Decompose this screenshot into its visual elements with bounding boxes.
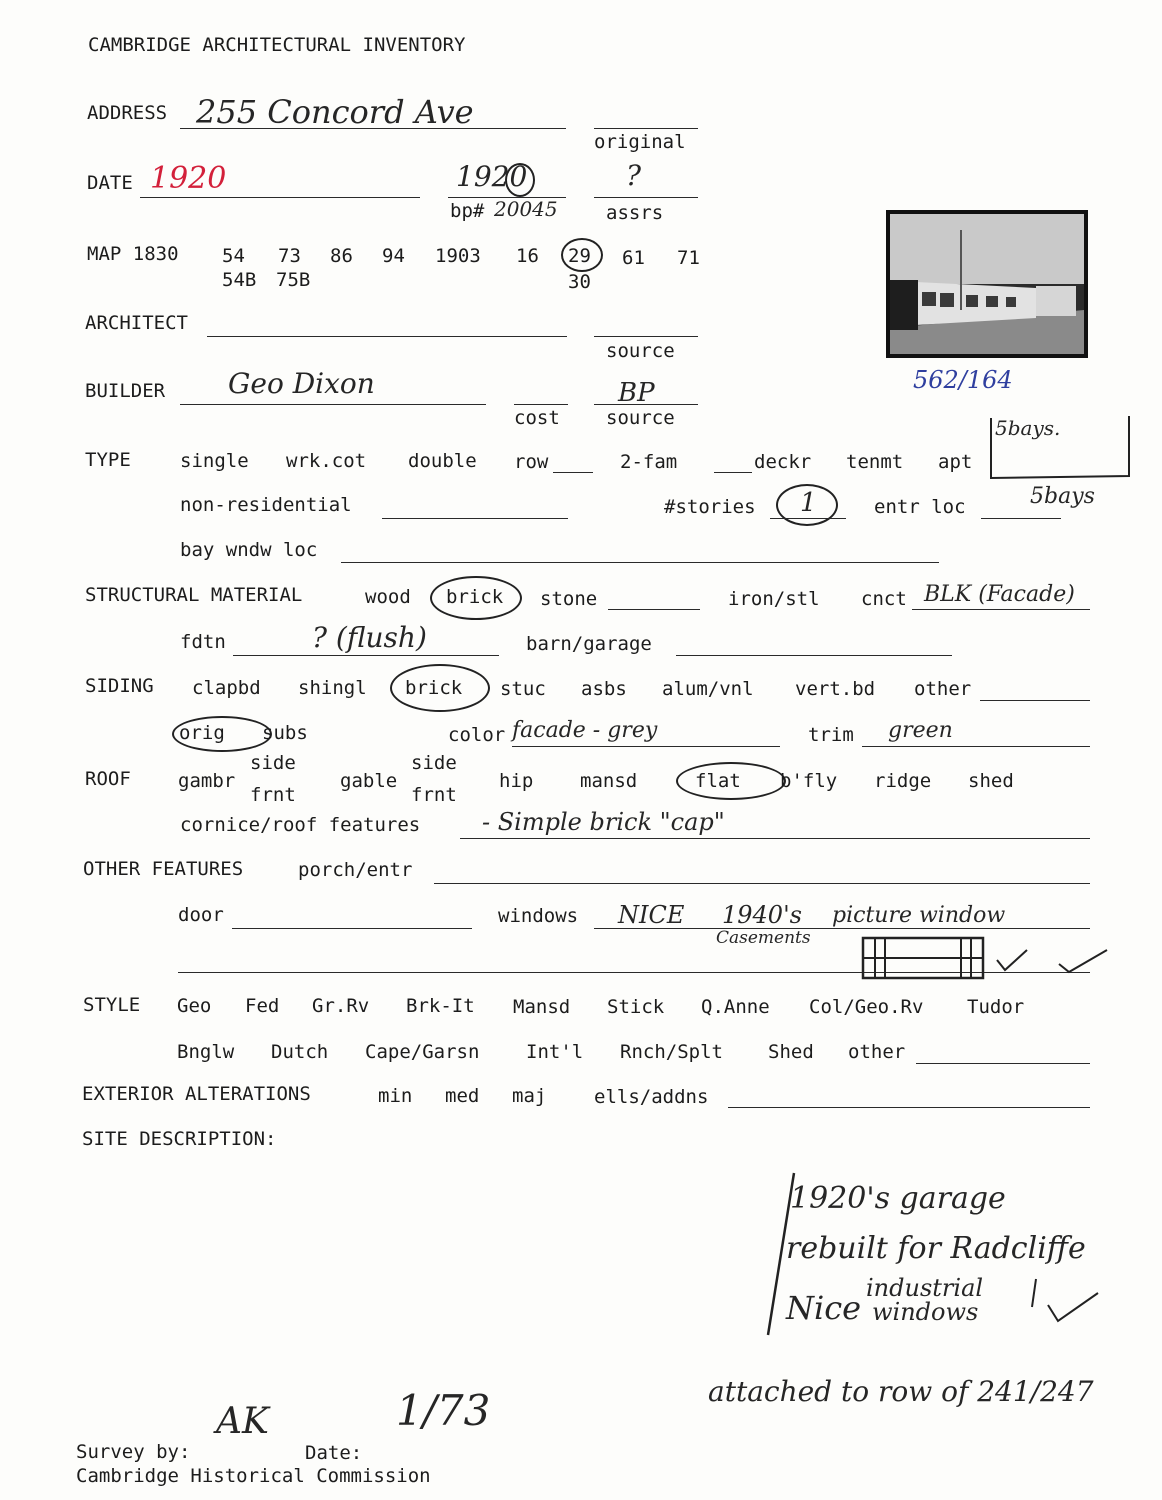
cnct-line (912, 609, 1090, 610)
builder-value: Geo Dixon (228, 367, 375, 400)
architect-source-line (594, 336, 698, 337)
date-original-value: 1920 (456, 160, 528, 193)
architect-label: ARCHITECT (85, 312, 188, 334)
style-dutch: Dutch (271, 1041, 329, 1063)
alteration-maj: maj (512, 1085, 547, 1107)
roof-mansd: mansd (580, 770, 638, 792)
type-wrk-cot: wrk.cot (286, 450, 367, 472)
style-intl: Int'l (526, 1041, 584, 1063)
map-year-16: 16 (516, 245, 539, 267)
style-col-geo-rv: Col/Geo.Rv (809, 996, 924, 1018)
attached-note: attached to row of 241/247 (708, 1375, 1094, 1408)
cornice-label: cornice/roof features (180, 814, 421, 836)
siding-other: other (914, 678, 972, 700)
casements-value: Casements (716, 928, 811, 948)
roof-label: ROOF (85, 768, 131, 790)
type-deckr: deckr (754, 451, 812, 473)
survey-date-value: 1/73 (396, 1386, 491, 1435)
type-label: TYPE (85, 449, 131, 471)
structural-wood: wood (365, 586, 411, 608)
trim-value: green (888, 718, 953, 743)
porch-entr-label: porch/entr (298, 859, 413, 881)
window-sketch (855, 932, 1115, 984)
form-title: CAMBRIDGE ARCHITECTURAL INVENTORY (88, 34, 466, 56)
roof-shed: shed (968, 770, 1014, 792)
color-line (512, 746, 780, 747)
stories-label: #stories (664, 496, 756, 518)
door-line (232, 928, 472, 929)
map-year-86: 86 (330, 245, 353, 267)
fdtn-label: fdtn (180, 631, 226, 653)
roof-gambr-side: side (250, 752, 296, 774)
trim-label: trim (808, 724, 854, 746)
roof-flat-circle (676, 762, 786, 800)
bay-wndw-line (341, 562, 939, 563)
address-value: 255 Concord Ave (196, 93, 474, 131)
bays-value-2: 5bays (1030, 484, 1095, 509)
date-label: DATE (87, 172, 133, 194)
alteration-ells-addns: ells/addns (594, 1086, 709, 1108)
siding-label: SIDING (85, 675, 154, 697)
other-features-label: OTHER FEATURES (83, 858, 244, 880)
style-geo: Geo (177, 995, 212, 1017)
style-rnch-splt: Rnch/Splt (620, 1041, 723, 1063)
structural-iron-stl: iron/stl (728, 588, 820, 610)
map-29-circle (561, 238, 603, 272)
site-note-line-1: 1920's garage (790, 1181, 1006, 1216)
map-year-1903: 1903 (435, 245, 481, 267)
siding-alum-vnl: alum/vnl (662, 678, 754, 700)
siding-other-line (980, 700, 1090, 701)
date-value: 1920 (150, 161, 227, 196)
type-deckr-line (714, 472, 752, 473)
building-photo-image (886, 210, 1088, 358)
windows-type-value: picture window (832, 903, 1006, 928)
commission-label: Cambridge Historical Commission (76, 1465, 431, 1487)
builder-source-value: BP (618, 378, 655, 408)
original-label: original (594, 131, 686, 153)
stories-circle (776, 484, 838, 526)
roof-flat: flat (695, 770, 741, 792)
type-single: single (180, 450, 249, 472)
roof-ridge: ridge (874, 770, 932, 792)
windows-line (594, 928, 1090, 929)
style-q-anne: Q.Anne (701, 996, 770, 1018)
style-other: other (848, 1041, 906, 1063)
alteration-line (728, 1107, 1090, 1108)
door-label: door (178, 904, 224, 926)
architect-source-label: source (606, 340, 675, 362)
assrs-value: ? (626, 159, 642, 192)
style-label: STYLE (83, 994, 141, 1016)
stories-line (770, 518, 846, 519)
map-year-61: 61 (622, 247, 645, 269)
non-residential-line (382, 518, 568, 519)
site-note-line-2: rebuilt for Radcliffe (786, 1231, 1086, 1266)
survey-by-label: Survey by: (76, 1441, 191, 1463)
non-residential-label: non-residential (180, 494, 352, 516)
site-note-line-3b: industrial (866, 1274, 984, 1302)
map-year-94: 94 (382, 245, 405, 267)
type-2-fam: 2-fam (620, 451, 678, 473)
color-label: color (448, 724, 506, 746)
structural-brick-circle (430, 576, 522, 620)
photo-ref-value: 562/164 (913, 366, 1013, 394)
alteration-min: min (378, 1085, 413, 1107)
style-other-line (916, 1063, 1090, 1064)
structural-brick: brick (446, 586, 504, 608)
type-row: row (514, 451, 549, 473)
building-photo (886, 210, 1088, 358)
windows-label: windows (498, 905, 579, 927)
date-circle (505, 163, 535, 197)
style-stick: Stick (607, 996, 665, 1018)
alteration-med: med (445, 1085, 480, 1107)
map-year-75b: 75B (276, 269, 311, 291)
style-bnglw: Bnglw (177, 1041, 235, 1063)
bp-number-value: 20045 (494, 197, 558, 221)
siding-stuc: stuc (500, 678, 546, 700)
roof-gable-side: side (411, 752, 457, 774)
siding-brick: brick (405, 677, 463, 699)
style-cape-garsn: Cape/Garsn (365, 1041, 480, 1063)
date-line (140, 197, 420, 198)
builder-source-label: source (606, 407, 675, 429)
cost-label: cost (514, 407, 560, 429)
stories-value: 1 (800, 488, 817, 518)
cnct-value: BLK (Facade) (924, 582, 1075, 607)
siding-asbs: asbs (581, 678, 627, 700)
structural-stone: stone (540, 588, 598, 610)
map-year-29: 29 (568, 245, 591, 267)
style-mansd: Mansd (513, 996, 571, 1018)
cornice-value: - Simple brick "cap" (482, 808, 725, 836)
type-apt: apt (938, 451, 973, 473)
architect-line (207, 336, 567, 337)
cornice-line (460, 838, 1090, 839)
builder-line (180, 404, 486, 405)
roof-gambr-frnt: frnt (250, 784, 296, 806)
siding-vert-bd: vert.bd (795, 678, 876, 700)
structural-stone-line (608, 609, 700, 610)
site-note-line-3a: Nice (786, 1289, 862, 1327)
site-note-line-3c: windows (872, 1298, 979, 1326)
orig-label: orig (179, 722, 225, 744)
windows-year-value: 1940's (722, 901, 802, 929)
map-year-73: 73 (278, 245, 301, 267)
type-row-line (553, 472, 593, 473)
cost-line (514, 404, 568, 405)
type-tenmt: tenmt (846, 451, 904, 473)
alterations-label: EXTERIOR ALTERATIONS (82, 1083, 311, 1105)
builder-source-line (594, 404, 698, 405)
orig-circle (172, 716, 272, 752)
roof-hip: hip (499, 770, 534, 792)
siding-brick-circle (390, 664, 490, 712)
siding-clapbd: clapbd (192, 677, 261, 699)
entr-loc-line (981, 518, 1061, 519)
porch-entr-line (434, 883, 1090, 884)
windows-value: NICE (618, 901, 685, 929)
style-tudor: Tudor (967, 996, 1025, 1018)
map-label: MAP 1830 (87, 243, 179, 265)
assrs-label: assrs (606, 202, 664, 224)
bays-value-1: 5bays. (995, 416, 1061, 440)
style-shed: Shed (768, 1041, 814, 1063)
map-year-54b: 54B (222, 269, 257, 291)
site-description-label: SITE DESCRIPTION: (82, 1128, 277, 1150)
entr-loc-label: entr loc (874, 496, 966, 518)
surveyor-initials: AK (216, 1401, 269, 1442)
bp-label: bp# (450, 200, 485, 222)
style-fed: Fed (245, 995, 280, 1017)
style-gr-rv: Gr.Rv (312, 995, 370, 1017)
address-label: ADDRESS (87, 102, 168, 124)
structural-label: STRUCTURAL MATERIAL (85, 584, 303, 606)
color-value: facade - grey (512, 718, 658, 743)
map-year-71: 71 (677, 247, 700, 269)
roof-gable-frnt: frnt (411, 784, 457, 806)
siding-shingl: shingl (298, 677, 367, 699)
bay-wndw-label: bay wndw loc (180, 539, 318, 561)
roof-gambr: gambr (178, 770, 236, 792)
barn-garage-line (676, 655, 952, 656)
style-brk-it: Brk-It (406, 995, 475, 1017)
trim-line (862, 746, 1090, 747)
assrs-line (594, 197, 698, 198)
type-double: double (408, 450, 477, 472)
barn-garage-label: barn/garage (526, 633, 652, 655)
original-line (594, 128, 698, 129)
roof-gable: gable (340, 770, 398, 792)
survey-date-label: Date: (305, 1442, 363, 1464)
map-year-30: 30 (568, 271, 591, 293)
fdtn-value: ? (flush) (312, 621, 427, 654)
roof-bfly: b'fly (780, 770, 838, 792)
builder-label: BUILDER (85, 380, 166, 402)
fdtn-line (233, 655, 499, 656)
subs-label: subs (262, 722, 308, 744)
map-year-54: 54 (222, 245, 245, 267)
structural-cnct: cnct (861, 588, 907, 610)
